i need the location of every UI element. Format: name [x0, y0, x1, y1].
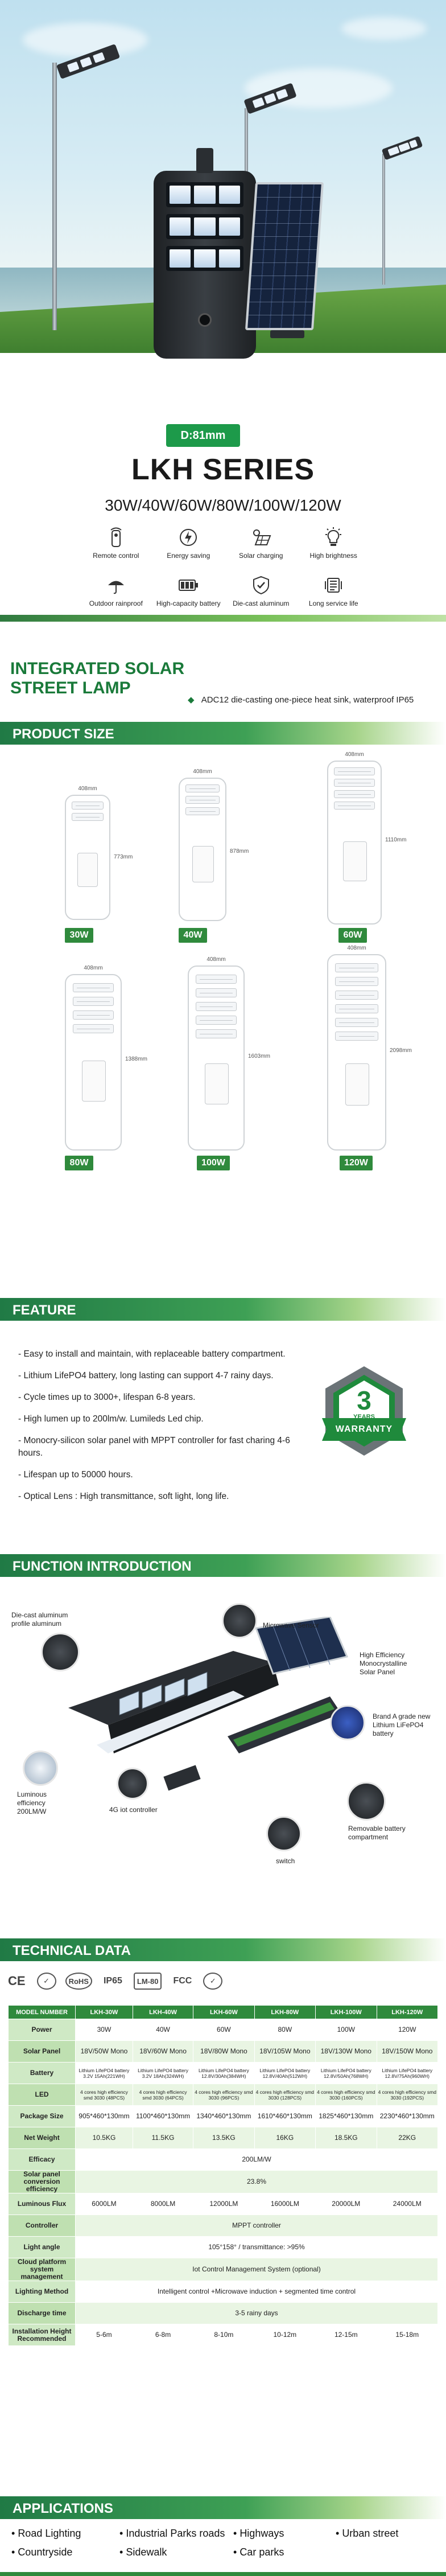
fcc-logo: FCC	[173, 1976, 192, 1986]
remote-control-icon	[105, 527, 127, 548]
table-cell: Lithium LifePO4 battery 3.2V 18Ah(324WH)	[133, 2063, 193, 2084]
column-header: LKH-100W	[316, 2006, 377, 2019]
feature-die-cast-aluminum: Die-cast aluminum	[225, 574, 298, 607]
street-pole	[52, 63, 57, 330]
application-item: • Industrial Parks roads	[119, 2528, 233, 2540]
table-cell: 1340*460*130mm	[193, 2106, 254, 2127]
table-cell: 6-8m	[133, 2324, 193, 2346]
size-drawing-120w: 408mm 2098mm 120W	[321, 945, 424, 1170]
row-label: Net Weight	[9, 2127, 76, 2149]
cloud	[341, 17, 427, 40]
feature-item: - High lumen up to 200lm/w. Lumileds Led chip.	[18, 1414, 204, 1424]
table-cell: 12000LM	[193, 2193, 254, 2215]
application-item: • Countryside	[11, 2546, 119, 2558]
callout-controller: 4G iot controller	[109, 1806, 158, 1814]
size-drawing-80w: 408mm 1388mm 80W	[57, 965, 154, 1170]
table-cell: 60W	[193, 2019, 254, 2041]
size-drawing-60w: 408mm 1110mm 60W	[321, 751, 418, 942]
lamp-mount	[196, 148, 213, 173]
street-lamp-mini	[382, 136, 423, 161]
table-cell: Lithium LifePO4 battery 12.8V/30Ah(384WH)	[193, 2063, 254, 2084]
table-cell: 18.5KG	[316, 2127, 377, 2149]
feature-battery: High-capacity battery	[152, 574, 225, 607]
table-cell: 10-12m	[254, 2324, 315, 2346]
warranty-word: WARRANTY	[335, 1424, 393, 1434]
table-cell: 24000LM	[377, 2193, 437, 2215]
row-label: Lighting Method	[9, 2281, 76, 2303]
column-header: LKH-30W	[76, 2006, 133, 2019]
feature-high-brightness: High brightness	[298, 527, 370, 560]
size-tag-40w: 40W	[179, 928, 207, 943]
die-cast-aluminum-icon	[250, 574, 272, 596]
sensor	[198, 313, 212, 327]
series-title: LKH SERIES	[131, 453, 315, 486]
function-banner: FUNCTION INTRODUCTION	[0, 1554, 446, 1577]
table-row	[9, 2281, 438, 2303]
warranty-years: YEARS	[353, 1414, 375, 1420]
size-drawing-40w: 408mm 878mm 40W	[171, 769, 250, 942]
table-cell: 18V/150W Mono	[377, 2041, 437, 2063]
table-cell: 8000LM	[133, 2193, 193, 2215]
callout-switch: switch	[276, 1857, 295, 1865]
solar-panel-image	[245, 182, 324, 330]
table-cell: 16000LM	[254, 2193, 315, 2215]
table-cell: 22KG	[377, 2127, 437, 2149]
table-cell: MPPT controller	[76, 2215, 438, 2237]
table-row	[9, 2258, 438, 2281]
table-row	[9, 2237, 438, 2258]
table-cell: 3-5 rainy days	[76, 2303, 438, 2324]
led-module	[166, 246, 243, 271]
hero-banner	[0, 0, 446, 433]
die-cast-aluminum-thumb	[41, 1633, 80, 1671]
controller-thumb	[117, 1768, 148, 1799]
feature-item: - Lifespan up to 50000 hours.	[18, 1470, 133, 1480]
callout-removable: Removable battery compartment	[348, 1825, 406, 1841]
row-label: Solar Panel	[9, 2041, 76, 2063]
size-drawing-30w: 408mm 773mm 30W	[57, 786, 137, 942]
row-label: Installation Height Recommended	[9, 2324, 76, 2346]
callout-luminous: Luminous efficiency 200LM/W	[17, 1790, 47, 1815]
row-label: Efficacy	[9, 2149, 76, 2171]
led-module	[166, 182, 243, 207]
table-body	[9, 2019, 438, 2346]
check-mark-logo: ✓	[37, 1973, 56, 1990]
callout-die-cast: Die-cast aluminum profile aluminum	[11, 1611, 68, 1628]
table-row	[9, 2063, 438, 2084]
panel-mount	[270, 330, 304, 338]
table-row	[9, 2149, 438, 2171]
column-header: LKH-80W	[254, 2006, 315, 2019]
feature-energy-saving: Energy saving	[152, 527, 225, 560]
table-cell: 4 cores high efficiency smd 3030 (64PCS)	[133, 2084, 193, 2106]
product-size-banner: PRODUCT SIZE	[0, 722, 446, 745]
feature-list	[18, 1348, 314, 1512]
table-cell: 16KG	[254, 2127, 315, 2149]
table-cell: 4 cores high efficiency smd 3030 (192PCS)	[377, 2084, 437, 2106]
table-cell: 905*460*130mm	[76, 2106, 133, 2127]
size-drawing-100w: 408mm 1603mm 100W	[181, 956, 278, 1170]
feature-outdoor-rainproof: Outdoor rainproof	[80, 574, 152, 607]
feature-item: - Cycle times up to 3000+, lifespan 6-8 years.	[18, 1392, 196, 1402]
solar-street-lamp-image	[154, 171, 256, 359]
feature-item: - Optical Lens : High transmittance, soft light, long life.	[18, 1492, 229, 1501]
table-cell: 10.5KG	[76, 2127, 133, 2149]
table-cell: 40W	[133, 2019, 193, 2041]
table-cell: Lithium LifePO4 battery 12.8V/40Ah(512WH)	[254, 2063, 315, 2084]
applications-list	[11, 2528, 444, 2558]
table-cell: 18V/50W Mono	[76, 2041, 133, 2063]
wattage-list: 30W/40W/60W/80W/100W/120W	[105, 496, 341, 514]
column-header: LKH-40W	[133, 2006, 193, 2019]
table-cell: Lithium LifePO4 battery 12.8V/75Ah(960WH)	[377, 2063, 437, 2084]
decorative-green-bar	[0, 615, 446, 622]
size-tag-80w: 80W	[65, 1156, 93, 1170]
ul-logo: ✓	[203, 1973, 222, 1990]
table-cell: 1825*460*130mm	[316, 2106, 377, 2127]
street-pole	[382, 154, 385, 285]
size-tag-30w: 30W	[65, 928, 93, 943]
battery-icon	[177, 574, 199, 596]
row-label: Solar panel conversion efficiency	[9, 2171, 76, 2193]
feature-remote-control: Remote control	[80, 527, 152, 560]
table-row	[9, 2215, 438, 2237]
warranty-number: 3	[357, 1386, 371, 1415]
column-header: MODEL NUMBER	[9, 2006, 76, 2019]
function-diagram	[0, 1583, 446, 1924]
table-header-row	[9, 2006, 438, 2019]
feature-item: - Lithium LifePO4 battery, long lasting can support 4-7 rainy days.	[18, 1371, 274, 1381]
high-brightness-icon	[323, 527, 344, 548]
table-cell: 105°158° / transmittance: >95%	[76, 2237, 438, 2258]
table-cell: Lithium LifePO4 battery 12.8V/50Ah(768WH)	[316, 2063, 377, 2084]
table-cell: 15-18m	[377, 2324, 437, 2346]
row-label: Luminous Flux	[9, 2193, 76, 2215]
table-cell: 30W	[76, 2019, 133, 2041]
feature-item: - Easy to install and maintain, with replaceable battery compartment.	[18, 1349, 286, 1359]
row-label: LED	[9, 2084, 76, 2106]
lm80-logo: LM-80	[134, 1973, 162, 1990]
table-cell: 120W	[377, 2019, 437, 2041]
table-cell: 2230*460*130mm	[377, 2106, 437, 2127]
table-cell: 18V/60W Mono	[133, 2041, 193, 2063]
row-label: Cloud platform system management	[9, 2258, 76, 2281]
table-cell: 18V/130W Mono	[316, 2041, 377, 2063]
table-cell: 6000LM	[76, 2193, 133, 2215]
callout-battery: Brand A grade new Lithium LiFePO4 battery	[373, 1712, 431, 1737]
feature-item: - Monocry-silicon solar panel with MPPT controller for fast charing 4-6 hours.	[18, 1436, 290, 1458]
table-cell: 23.8%	[76, 2171, 438, 2193]
row-label: Battery	[9, 2063, 76, 2084]
application-item: • Road Lighting	[11, 2528, 119, 2540]
application-item: • Urban street	[336, 2528, 438, 2540]
cloud	[23, 23, 148, 57]
led-module	[166, 214, 243, 239]
technical-data-table	[8, 2005, 438, 2346]
row-label: Light angle	[9, 2237, 76, 2258]
table-cell: 1610*460*130mm	[254, 2106, 315, 2127]
table-cell: 1100*460*130mm	[133, 2106, 193, 2127]
table-row	[9, 2019, 438, 2041]
feature-banner: FEATURE	[0, 1298, 446, 1321]
callout-microwave: Microwave Sensor	[263, 1621, 319, 1629]
table-cell: 4 cores high efficiency smd 3030 (96PCS)	[193, 2084, 254, 2106]
product-size-section	[0, 751, 446, 1292]
row-label: Discharge time	[9, 2303, 76, 2324]
table-row	[9, 2041, 438, 2063]
table-cell: 4 cores high efficiency smd 3030 (48PCS)	[76, 2084, 133, 2106]
table-cell: 20000LM	[316, 2193, 377, 2215]
integrated-description: ◆ ADC12 die-casting one-piece heat sink, waterproof IP65	[188, 695, 414, 705]
technical-data-banner: TECHNICAL DATA	[0, 1938, 446, 1961]
feature-long-service-life: Long service life	[298, 574, 370, 607]
application-item: • Car parks	[233, 2546, 336, 2558]
microwave-sensor-thumb	[222, 1603, 257, 1638]
application-item: • Sidewalk	[119, 2546, 233, 2558]
table-cell: Lithium LifePO4 battery 3.2V 15Ah(221WH)	[76, 2063, 133, 2084]
table-row	[9, 2171, 438, 2193]
table-cell: 13.5KG	[193, 2127, 254, 2149]
row-label: Controller	[9, 2215, 76, 2237]
diamond-bullet-icon: ◆	[188, 695, 195, 705]
column-header: LKH-60W	[193, 2006, 254, 2019]
warranty-badge	[319, 1363, 410, 1460]
table-cell: Iot Control Management System (optional)	[76, 2258, 438, 2281]
rohs-logo: RoHS	[65, 1973, 92, 1990]
long-service-life-icon	[323, 574, 344, 596]
feature-solar-charging: Solar charging	[225, 527, 298, 560]
table-row	[9, 2084, 438, 2106]
switch-thumb	[266, 1816, 302, 1851]
energy-saving-icon	[177, 527, 199, 548]
table-row	[9, 2193, 438, 2215]
led-module-thumb	[23, 1751, 58, 1786]
ip65-logo: IP65	[103, 1976, 122, 1986]
table-cell: 100W	[316, 2019, 377, 2041]
table-cell: 4 cores high efficiency smd 3030 (160PCS)	[316, 2084, 377, 2106]
table-cell: 4 cores high efficiency smd 3030 (128PCS)	[254, 2084, 315, 2106]
row-label: Package Size	[9, 2106, 76, 2127]
feature-icons	[80, 527, 370, 607]
table-cell: 18V/105W Mono	[254, 2041, 315, 2063]
size-tag-60w: 60W	[338, 928, 367, 943]
size-tag-100w: 100W	[197, 1156, 230, 1170]
callout-solar: High Efficiency Monocrystalline Solar Panel	[360, 1651, 407, 1676]
outdoor-rainproof-icon	[105, 574, 127, 596]
table-cell: 5-6m	[76, 2324, 133, 2346]
table-cell: Intelligent control +Microwave induction + segmented time control	[76, 2281, 438, 2303]
table-row	[9, 2324, 438, 2346]
table-cell: 11.5KG	[133, 2127, 193, 2149]
table-cell: 12-15m	[316, 2324, 377, 2346]
solar-charging-icon	[250, 527, 272, 548]
footer-bar	[0, 2572, 446, 2576]
table-row	[9, 2303, 438, 2324]
table-cell: 200LM/W	[76, 2149, 438, 2171]
table-row	[9, 2106, 438, 2127]
battery-compartment-thumb	[347, 1782, 386, 1821]
size-tag-120w: 120W	[340, 1156, 373, 1170]
integrated-title: INTEGRATED SOLAR STREET LAMP	[10, 659, 185, 697]
dimension-badge: D:81mm	[166, 424, 240, 447]
battery-thumb	[330, 1705, 365, 1740]
table-row	[9, 2127, 438, 2149]
certification-logos	[6, 1970, 290, 1992]
table-cell: 8-10m	[193, 2324, 254, 2346]
application-item: • Highways	[233, 2528, 336, 2540]
applications-banner: APPLICATIONS	[0, 2496, 446, 2519]
column-header: LKH-120W	[377, 2006, 437, 2019]
table-cell: 80W	[254, 2019, 315, 2041]
row-label: Power	[9, 2019, 76, 2041]
table-cell: 18V/80W Mono	[193, 2041, 254, 2063]
ce-logo: CE	[8, 1974, 26, 1988]
